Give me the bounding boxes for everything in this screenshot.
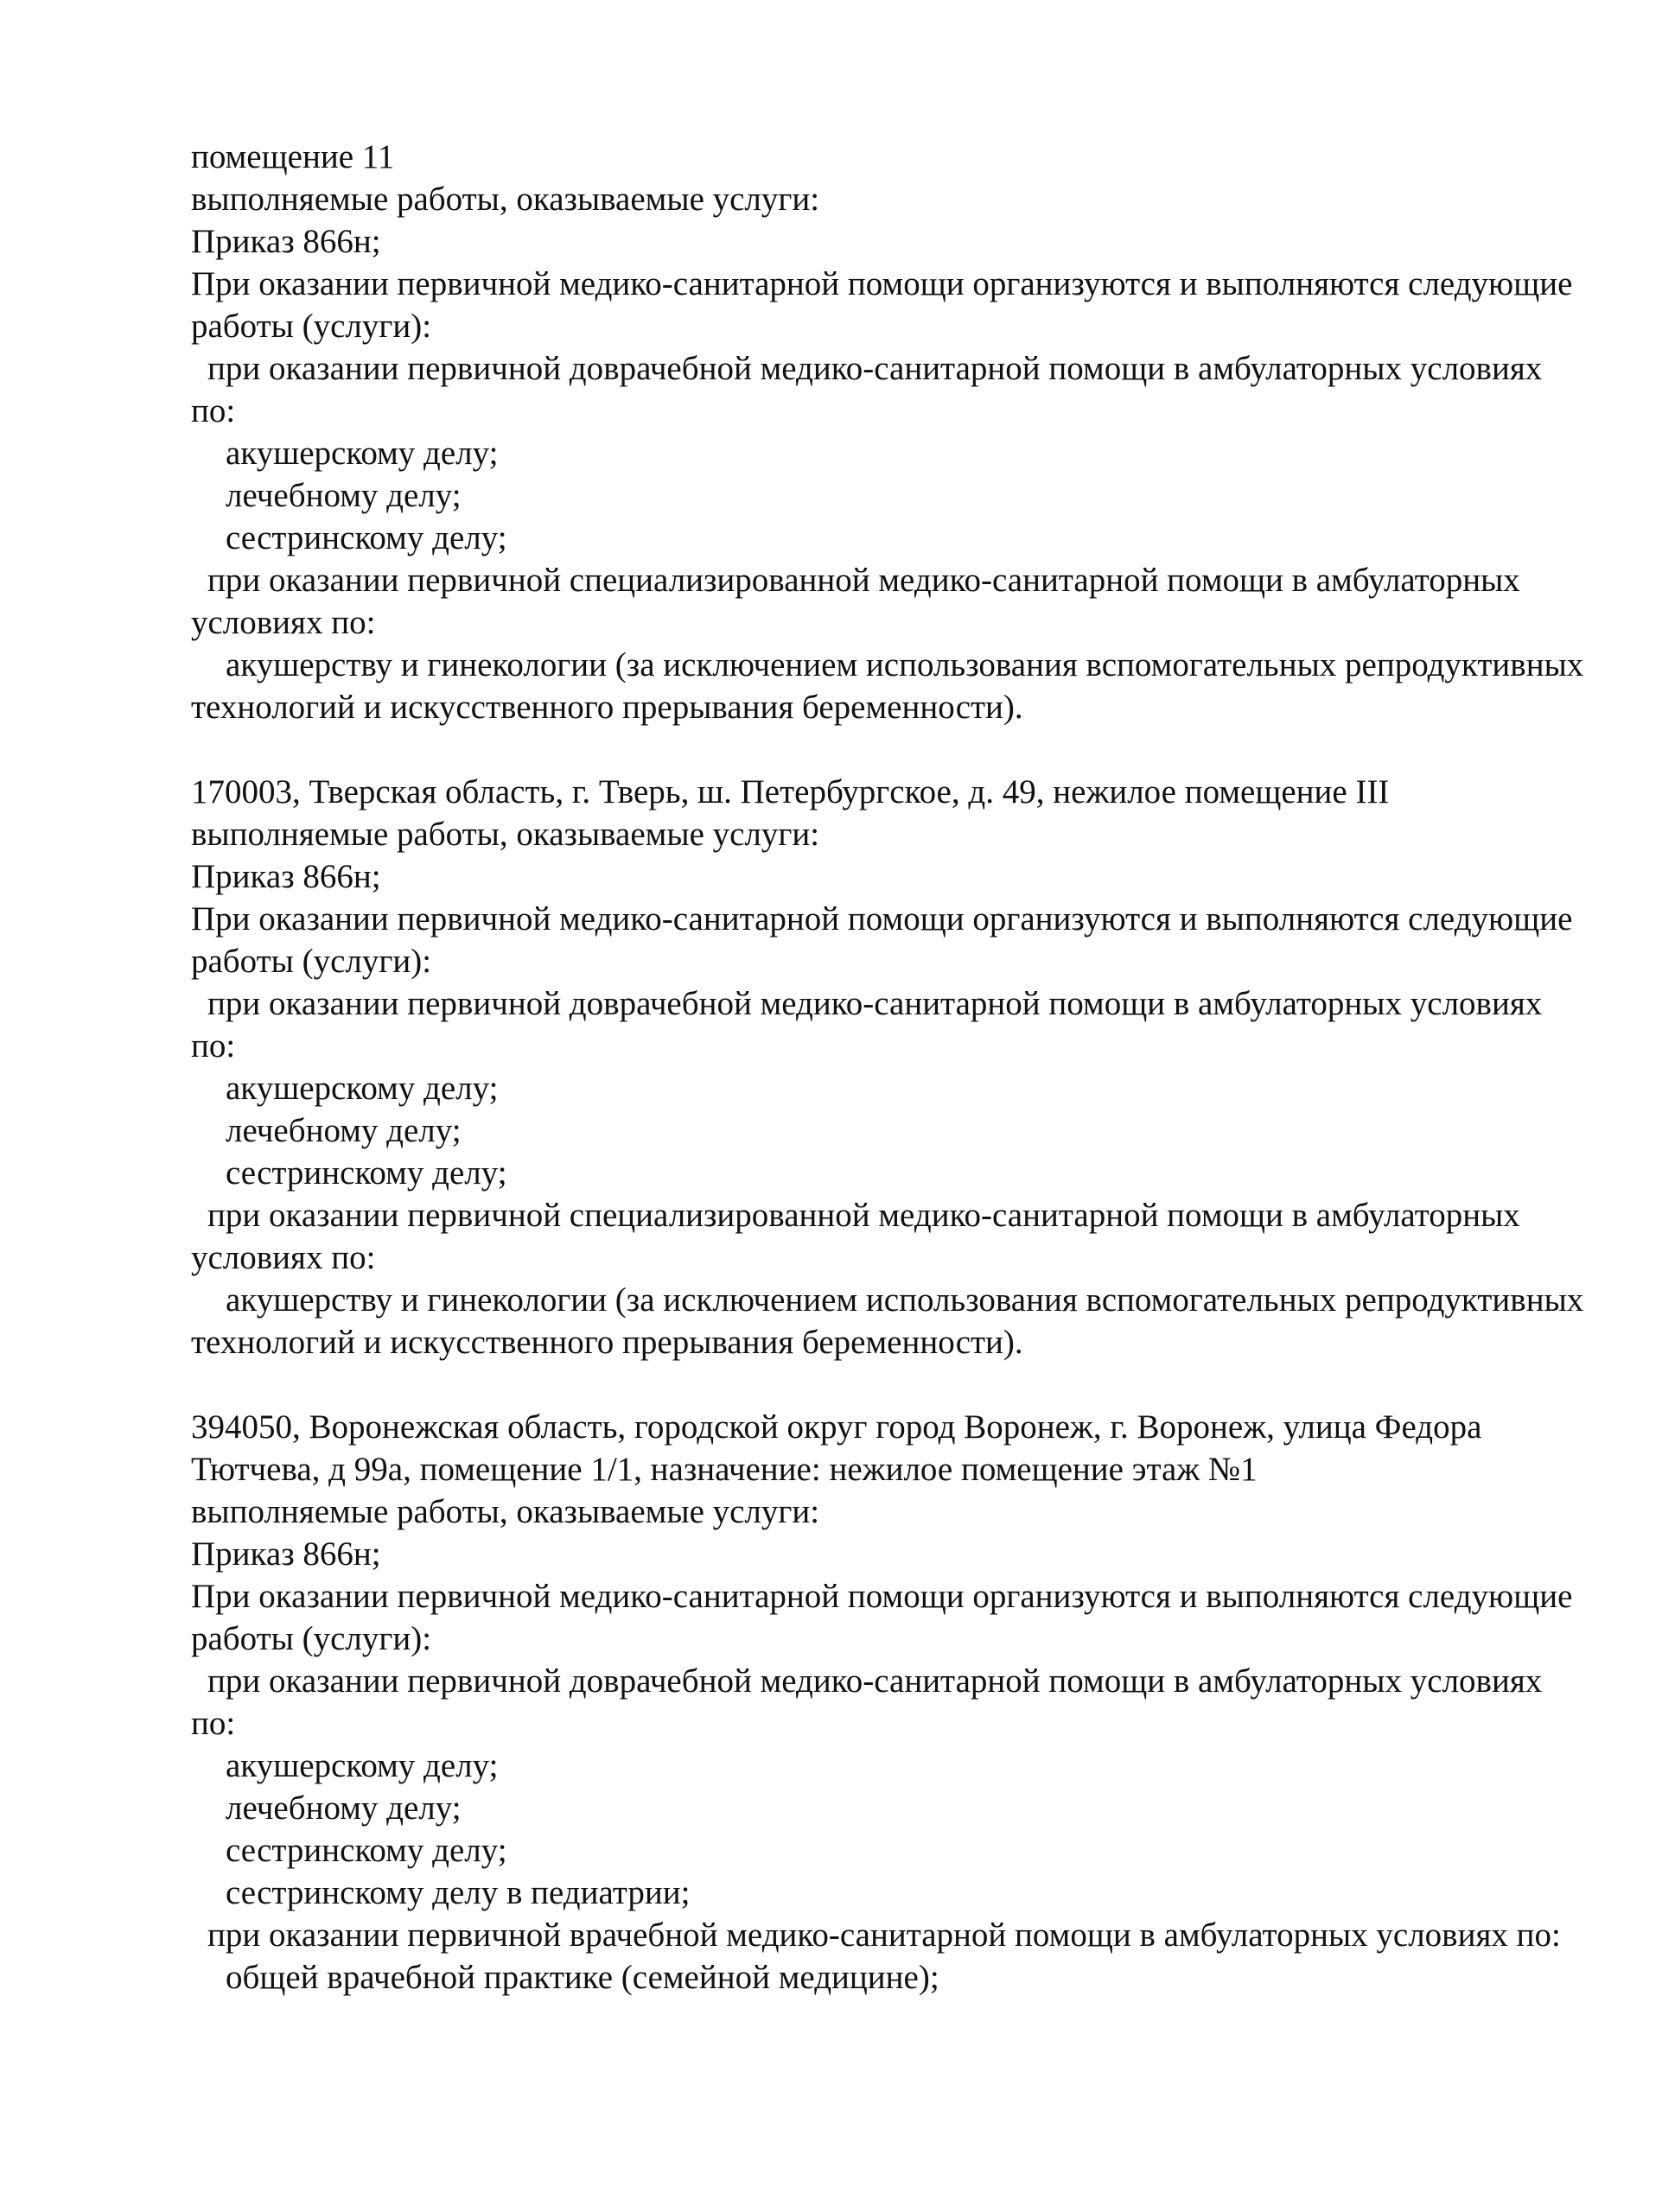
text-line: общей врачебной практике (семейной медицине); <box>226 1959 939 1996</box>
address-section <box>191 1406 1576 1999</box>
document-page <box>191 136 1584 2041</box>
text-line: акушерству и гинекологии (за исключением использования вспомогательных репродуктивных <box>226 646 1584 683</box>
text-line: при оказании первичной специализированной медико-санитарной помощи в амбулаторных <box>207 1197 1520 1234</box>
text-line: при оказании первичной доврачебной медико-санитарной помощи в амбулаторных условиях <box>207 985 1543 1022</box>
text-line: Тютчева, д 99а, помещение 1/1, назначение: нежилое помещение этаж №1 <box>191 1451 1258 1488</box>
text-line: акушерскому делу; <box>226 1747 499 1784</box>
text-line: условиях по: <box>191 1239 376 1276</box>
text-line: при оказании первичной доврачебной медико-санитарной помощи в амбулаторных условиях <box>207 1662 1543 1700</box>
text-line: лечебному делу; <box>226 477 462 514</box>
section-heading-line: 394050, Воронежская область, городской округ город Воронеж, г. Воронеж, улица Федора <box>191 1408 1482 1446</box>
text-line: работы (услуги): <box>191 1620 432 1657</box>
text-line: технологий и искусственного прерывания беременности). <box>191 1324 1023 1361</box>
text-line: При оказании первичной медико-санитарной помощи организуются и выполняются следующие <box>191 900 1573 938</box>
text-line: лечебному делу; <box>226 1112 462 1149</box>
text-line: условиях по: <box>191 604 376 641</box>
text-line: при оказании первичной доврачебной медико-санитарной помощи в амбулаторных условиях <box>207 350 1543 387</box>
text-line: Приказ 866н; <box>191 223 381 260</box>
text-line: сестринскому делу; <box>226 519 507 556</box>
text-line: при оказании первичной специализированной медико-санитарной помощи в амбулаторных <box>207 562 1520 599</box>
text-line: лечебному делу; <box>226 1789 462 1827</box>
address-section <box>191 136 1584 728</box>
text-line: Приказ 866н; <box>191 858 381 895</box>
text-line: сестринскому делу в педиатрии; <box>226 1874 691 1911</box>
text-line: выполняемые работы, оказываемые услуги: <box>191 1493 820 1530</box>
text-line: по: <box>191 392 236 429</box>
text-line: сестринскому делу; <box>226 1832 507 1869</box>
text-line: Приказ 866н; <box>191 1535 381 1573</box>
text-line: акушерскому делу; <box>226 435 499 472</box>
text-line: при оказании первичной врачебной медико-санитарной помощи в амбулаторных условиях по: <box>207 1916 1561 1954</box>
text-line: по: <box>191 1027 236 1065</box>
text-line: При оказании первичной медико-санитарной помощи организуются и выполняются следующие <box>191 1578 1573 1615</box>
text-line: выполняемые работы, оказываемые услуги: <box>191 816 820 853</box>
text-line: работы (услуги): <box>191 943 432 980</box>
text-line: по: <box>191 1705 236 1742</box>
section-heading-line: помещение 11 <box>191 138 395 175</box>
text-line: сестринскому делу; <box>226 1154 507 1192</box>
text-line: работы (услуги): <box>191 308 432 345</box>
text-line: выполняемые работы, оказываемые услуги: <box>191 181 820 218</box>
section-heading-line: 170003, Тверская область, г. Тверь, ш. Петербургское, д. 49, нежилое помещение III <box>191 773 1390 810</box>
text-line: При оказании первичной медико-санитарной помощи организуются и выполняются следующие <box>191 265 1573 302</box>
text-line: акушерству и гинекологии (за исключением использования вспомогательных репродуктивных <box>226 1281 1584 1319</box>
text-line: акушерскому делу; <box>226 1070 499 1107</box>
address-section <box>191 771 1584 1363</box>
text-line: технологий и искусственного прерывания беременности). <box>191 689 1023 726</box>
